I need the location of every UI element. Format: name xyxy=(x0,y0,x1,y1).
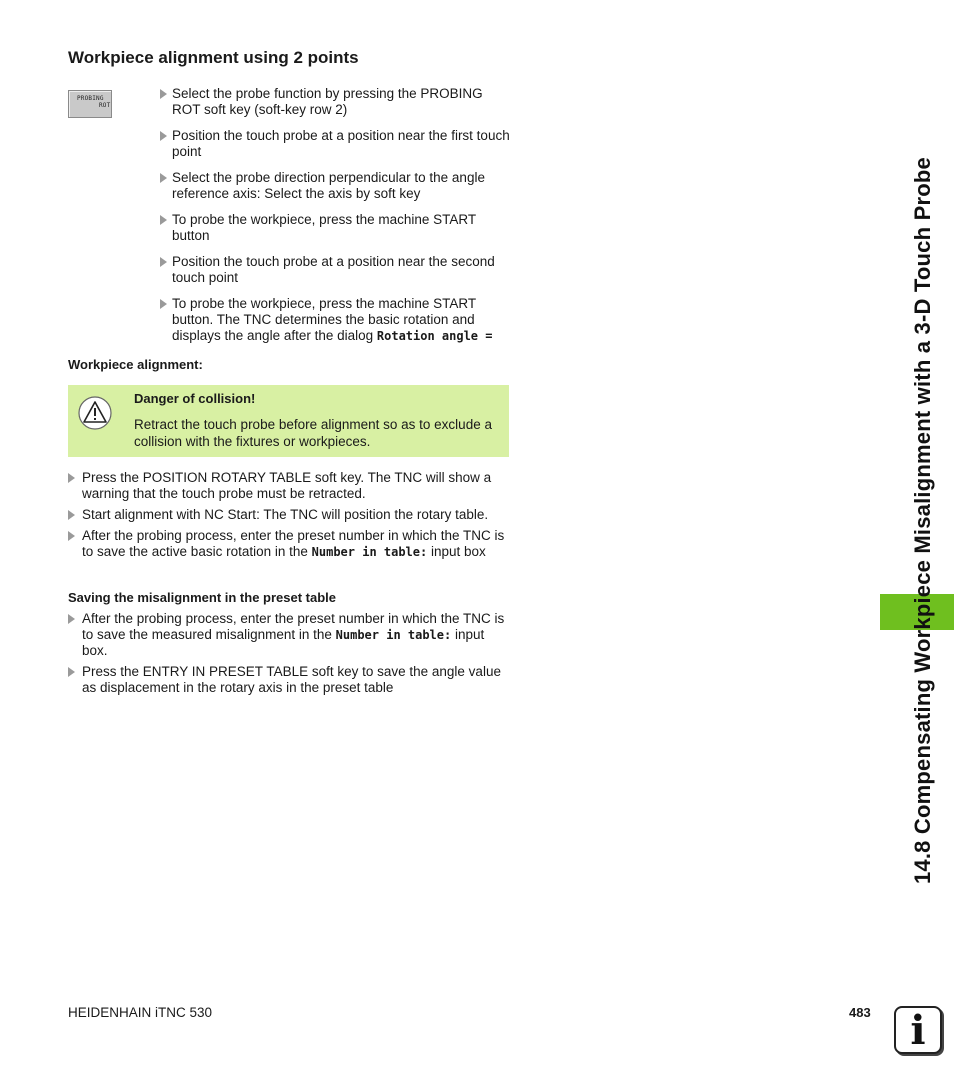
arrow-bullet-icon xyxy=(68,510,75,520)
alignment-subheading: Workpiece alignment: xyxy=(68,357,203,372)
warning-triangle-icon xyxy=(78,396,112,430)
arrow-bullet-icon xyxy=(68,473,75,483)
list-item: Press the ENTRY IN PRESET TABLE soft key to save the angle value as displacement in the rotary axis in the preset table xyxy=(68,664,512,696)
step-item: Position the touch probe at a position near the first touch point xyxy=(159,128,511,160)
chapter-side-title: 14.8 Compensating Workpiece Misalignment with a 3-D Touch Probe xyxy=(910,157,935,884)
collision-warning-box xyxy=(68,385,509,457)
alignment-list xyxy=(68,470,512,565)
probe-steps-list xyxy=(159,86,511,354)
section-heading: Workpiece alignment using 2 points xyxy=(68,48,359,67)
dialog-code: Rotation angle = xyxy=(376,329,493,343)
arrow-bullet-icon xyxy=(160,215,167,225)
list-item: Start alignment with NC Start: The TNC will position the rotary table. xyxy=(68,507,512,523)
arrow-bullet-icon xyxy=(68,667,75,677)
list-item: Press the POSITION ROTARY TABLE soft key. The TNC will show a warning that the touch probe must be retracted. xyxy=(68,470,512,502)
preset-subheading: Saving the misalignment in the preset table xyxy=(68,590,337,605)
probing-rot-softkey[interactable] xyxy=(68,90,112,118)
arrow-bullet-icon xyxy=(160,299,167,309)
warning-title: Danger of collision! xyxy=(134,391,256,406)
list-item: After the probing process, enter the preset number in which the TNC is to save the measured misalignment in the Number in table: input box. xyxy=(68,611,512,659)
step-item: Select the probe function by pressing the PROBING ROT soft key (soft-key row 2) xyxy=(159,86,511,118)
arrow-bullet-icon xyxy=(160,89,167,99)
preset-list xyxy=(68,611,512,701)
arrow-bullet-icon xyxy=(68,614,75,624)
step-item: Select the probe direction perpendicular to the angle reference axis: Select the axis by soft key xyxy=(159,170,511,202)
softkey-label-line1: PROBING xyxy=(77,95,104,102)
softkey-label-line2: ROT xyxy=(99,102,111,109)
page-number: 483 xyxy=(849,1005,871,1020)
arrow-bullet-icon xyxy=(160,257,167,267)
arrow-bullet-icon xyxy=(68,531,75,541)
step-item: To probe the workpiece, press the machine START button xyxy=(159,212,511,244)
arrow-bullet-icon xyxy=(160,173,167,183)
step-item: To probe the workpiece, press the machine START button. The TNC determines the basic rotation and displays the angle after the dialog Rotation angle = xyxy=(159,296,511,344)
info-icon: i xyxy=(894,1006,942,1054)
input-box-code: Number in table: xyxy=(311,545,428,559)
warning-text: Retract the touch probe before alignment so as to exclude a collision with the fixtures or workpieces. xyxy=(134,417,492,449)
arrow-bullet-icon xyxy=(160,131,167,141)
input-box-code: Number in table: xyxy=(335,628,452,642)
step-item: Position the touch probe at a position near the second touch point xyxy=(159,254,511,286)
manual-name: HEIDENHAIN iTNC 530 xyxy=(68,1005,213,1020)
list-item: After the probing process, enter the preset number in which the TNC is to save the active basic rotation in the Number in table: input box xyxy=(68,528,512,560)
